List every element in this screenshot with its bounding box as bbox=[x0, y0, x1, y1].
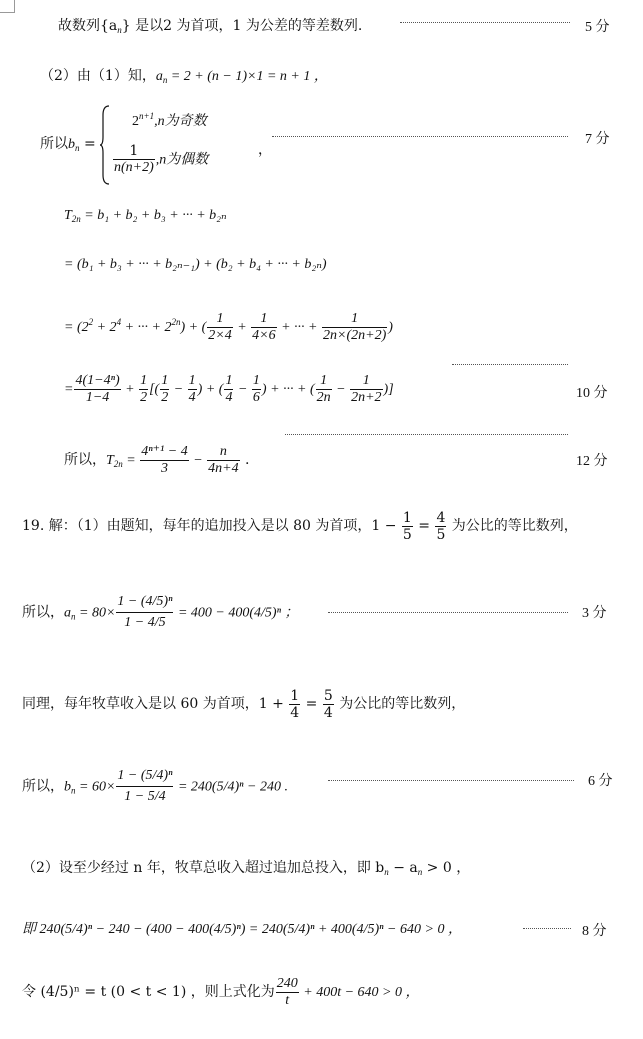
l3-lhs: b bbox=[68, 137, 75, 152]
score-mark: 12 分 bbox=[576, 454, 608, 469]
frac: $\frac{1}{4}$ bbox=[188, 373, 196, 406]
frac: $\frac{1}{2n\times(2n+2)}$ bbox=[323, 311, 387, 344]
l4-lhs: T bbox=[64, 208, 72, 223]
leader-dots bbox=[400, 22, 570, 23]
l1-sub: n bbox=[117, 25, 122, 35]
frac: $\frac{1}{4}$ bbox=[225, 373, 233, 406]
score-mark: 10 分 bbox=[576, 386, 608, 401]
leader-dots bbox=[523, 928, 571, 929]
frac: $\frac{4}{5}$ bbox=[436, 509, 446, 543]
leader-dots bbox=[328, 780, 574, 781]
case-odd-base: 2 bbox=[132, 114, 139, 129]
leader-dots bbox=[285, 434, 568, 435]
line-9: 19. 解：（1）由题知，每年的追加投入是以 80 为首项，1 − $\frac{1}{5}$ = $\frac{4}{5}$ 为公比的等比数列， bbox=[22, 509, 578, 543]
frac: $\frac{\text{1 − (5/4)ⁿ}}{1 - 5/4}$ bbox=[117, 768, 173, 804]
score-mark: 5 分 bbox=[585, 20, 610, 35]
line-6: = ($2^2 + 2^4$ + ··· + $2^{2n}$) + ( $\frac{1}{2\times 4}$ + $\frac{1}{4\times 6}$ + ··· + $\frac{1}{2n\times(2n+2)}$ ) bbox=[64, 311, 393, 344]
frac: $\frac{1}{4\times 6}$ bbox=[252, 311, 276, 344]
leader-dots bbox=[328, 612, 568, 613]
page-corner-mark bbox=[0, 0, 15, 13]
l1-text2: } 是以2 为首项，1 为公差的等差数列. bbox=[121, 18, 363, 34]
case-even-frac bbox=[113, 143, 155, 176]
frac: $\frac{1}{2}$ bbox=[140, 373, 148, 406]
l2-lead: （2）由（1）知， bbox=[40, 68, 156, 84]
l2-formula: a bbox=[155, 69, 163, 84]
l3-sub: n bbox=[75, 143, 80, 153]
frac: $\frac{1}{2n}$ bbox=[316, 373, 331, 406]
frac: $\frac{1}{5}$ bbox=[402, 509, 412, 543]
frac: $\frac{1}{6}$ bbox=[252, 373, 260, 406]
frac: $\frac{1}{2\times 4}$ bbox=[208, 311, 232, 344]
line-4 bbox=[64, 206, 227, 229]
line-5: = (b₁ + b₃ + ··· + b₂ₙ₋₁) + (b₂ + b₄ + ··· + b₂ₙ) bbox=[64, 257, 327, 272]
line-11: 同理，每年牧草收入是以 60 为首项，1 + $\frac{1}{4}$ = $\frac{5}{4}$ 为公比的等比数列， bbox=[22, 687, 466, 721]
line-3 bbox=[40, 134, 96, 158]
l4-rhs: = b₁ + b₂ + b₃ + ··· + b₂ₙ bbox=[80, 208, 227, 223]
l2-sub: n bbox=[162, 75, 168, 85]
l3-lead: 所以 bbox=[40, 136, 68, 152]
frac: $\frac{\text{4(1−4ⁿ)}}{1-4}$ bbox=[75, 373, 120, 406]
frac: $\frac{n}{4n+4}$ bbox=[208, 443, 239, 476]
line-7: = $\frac{\text{4(1−4ⁿ)}}{1-4}$ + $\frac{1}{2}$ [( $\frac{1}{2}$ − $\frac{1}{4}$ ) + ( $\frac{1}{4}$ − $\frac{1}{6}$ ) + ··· + ( $\frac{1}{2n}$ − $\frac{1}{2n+2}$ )] bbox=[64, 373, 394, 406]
brace-icon bbox=[100, 105, 110, 185]
frac: $\frac{\text{1 − (4/5)ⁿ}}{1 - 4/5}$ bbox=[117, 594, 173, 630]
line-10: 所以，$a_n = 80\times$ $\frac{\text{1 − (4/5)ⁿ}}{1 - 4/5}$ = 400 − 400(4/5)ⁿ ； bbox=[22, 592, 299, 637]
leader-dots bbox=[452, 364, 568, 365]
line-12: 所以，$b_n = 60\times$ $\frac{\text{1 − (5/4)ⁿ}}{1 - 5/4}$ = 240(5/4)ⁿ − 240 . bbox=[22, 766, 288, 811]
line-8: 所以，$T_{2n}$ = $\frac{\text{4ⁿ⁺¹ − 4}}{3}$ − $\frac{n}{4n+4}$ . bbox=[64, 443, 250, 476]
l2-rest: = 2 + (n − 1)×1 = n + 1 ， bbox=[167, 69, 328, 84]
frac: $\frac{5}{4}$ bbox=[323, 687, 333, 721]
l4-sub: 2n bbox=[71, 214, 81, 224]
score-mark: 7 分 bbox=[585, 132, 610, 147]
line-1 bbox=[58, 16, 362, 40]
case-even bbox=[112, 143, 208, 176]
frac: $\frac{\text{4ⁿ⁺¹ − 4}}{3}$ bbox=[141, 443, 188, 476]
case-odd-tail: ,n为奇数 bbox=[154, 114, 207, 129]
line-14: 即 240(5/4)ⁿ − 240 − (400 − 400(4/5)ⁿ) = 240(5/4)ⁿ + 400(4/5)ⁿ − 640 > 0 ， bbox=[22, 922, 462, 937]
case-odd-exp: n+1 bbox=[139, 111, 155, 121]
l1-text: 故数列{a bbox=[58, 18, 118, 34]
line-15: 令 (4/5)ⁿ = t (0 < t < 1) ，则上式化为 $\frac{240}{t}$ + 400t − 640 > 0 ， bbox=[22, 975, 420, 1008]
l3-eq: = bbox=[79, 136, 96, 152]
score-mark: 3 分 bbox=[582, 606, 607, 621]
score-mark: 6 分 bbox=[588, 774, 613, 789]
case-even-den: n(n+2) bbox=[114, 160, 154, 175]
frac: $\frac{1}{2n+2}$ bbox=[351, 373, 382, 406]
l3-comma: ， bbox=[258, 142, 272, 158]
case-even-num: 1 bbox=[113, 143, 155, 160]
line-2 bbox=[40, 66, 328, 90]
leader-dots bbox=[272, 136, 568, 137]
frac: $\frac{1}{4}$ bbox=[290, 687, 300, 721]
line-13: （2）设至少经过 n 年，牧草总收入超过追加总投入，即 $b_n - a_n > 0$ ， bbox=[22, 860, 471, 877]
case-even-tail: ,n为偶数 bbox=[155, 152, 209, 168]
frac: $\frac{1}{2}$ bbox=[161, 373, 169, 406]
score-mark: 8 分 bbox=[582, 924, 607, 939]
frac: $\frac{240}{t}$ bbox=[276, 975, 298, 1008]
case-odd bbox=[132, 110, 207, 130]
